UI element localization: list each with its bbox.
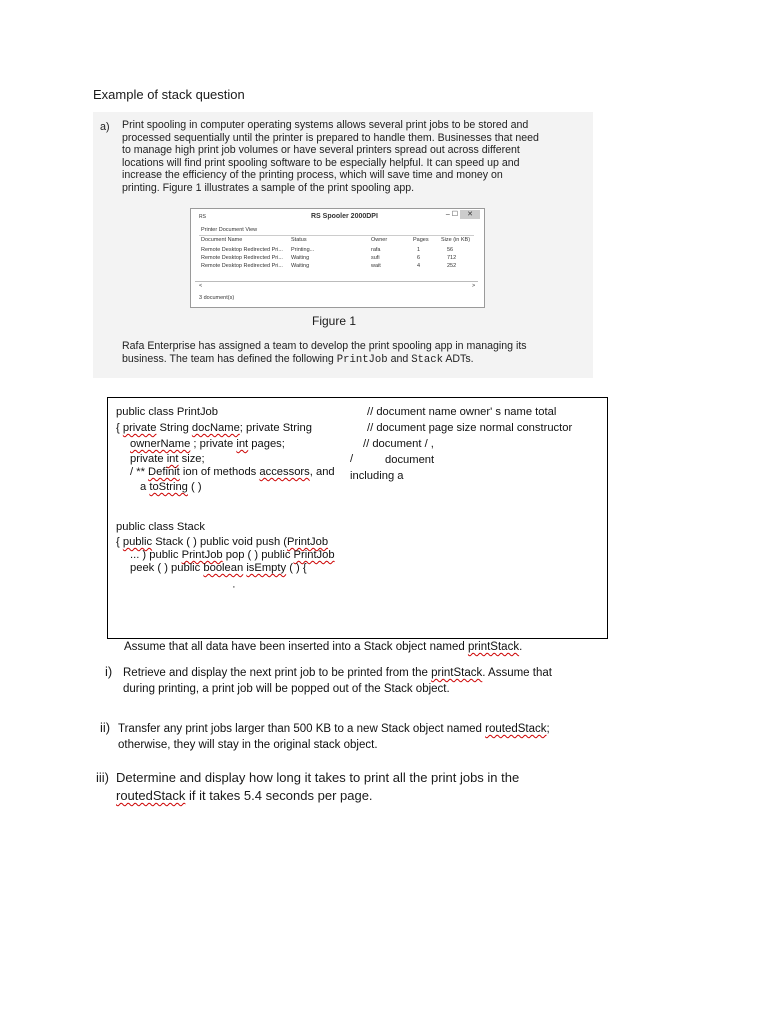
- doc-name-cell: Remote Desktop Redirected Pri...: [201, 263, 283, 269]
- text-run: ... ) public: [130, 549, 182, 561]
- pages-cell: 4: [417, 263, 421, 269]
- paragraph-line: increase the efficiency of the printing process, which will save time and money on: [122, 169, 503, 182]
- text-run: size;: [178, 453, 205, 465]
- document-heading: Example of stack question: [93, 87, 245, 102]
- text-run: String: [156, 422, 192, 434]
- paragraph-line: printing. Figure 1 illustrates a sample of the print spooling app.: [122, 181, 415, 194]
- paragraph-line: Print spooling in computer operating systems allows several print jobs to be stored and: [122, 119, 529, 131]
- column-header: Size (in KB): [441, 237, 471, 243]
- figure-caption: Figure 1: [312, 314, 357, 328]
- text-run: ; private String: [239, 422, 312, 434]
- question-a-paragraph: [122, 119, 572, 195]
- question-line: otherwise, they will stay in the original stack object.: [118, 738, 378, 751]
- spellcheck-word: routedStack: [485, 723, 547, 735]
- question-iii-text: [116, 769, 519, 805]
- status-cell: Waiting: [291, 263, 310, 269]
- text-run: .: [519, 641, 523, 653]
- print-spooler-window: [190, 208, 485, 308]
- code-comment-slash: /: [350, 453, 354, 465]
- text-run: Stack ( ) public void push (: [152, 536, 288, 548]
- question-line: [123, 666, 552, 682]
- spellcheck-word: isEmpty: [246, 562, 287, 574]
- column-header: Owner: [371, 237, 388, 243]
- status-bar-divider: [195, 281, 478, 282]
- question-line: Determine and display how long it takes to print all the print jobs in the: [116, 770, 520, 785]
- column-header: Pages: [413, 237, 429, 243]
- text-run: {: [116, 422, 123, 434]
- text-run: Transfer any print jobs larger than 500 KB to a new Stack object named: [118, 723, 486, 735]
- question-line: [116, 787, 519, 805]
- text-run: / **: [130, 466, 149, 478]
- code-term: PrintJob: [336, 353, 388, 366]
- owner-cell: sufi: [371, 255, 380, 261]
- window-controls: [446, 210, 480, 219]
- question-line: during printing, a print job will be popped out of the Stack object.: [123, 682, 450, 695]
- status-bar-text: 3 document(s): [199, 295, 235, 301]
- question-ii-text: [118, 722, 550, 753]
- spellcheck-word: Definit: [148, 466, 180, 478]
- question-iii-number: iii): [96, 770, 109, 785]
- spellcheck-word: routedStack: [116, 788, 186, 803]
- spellcheck-word: printStack: [431, 667, 483, 679]
- text-run: , and: [309, 466, 335, 478]
- size-cell: 56: [447, 247, 454, 253]
- spellcheck-word: private: [122, 422, 157, 434]
- text-run: ( ) {: [286, 562, 307, 574]
- scroll-right-icon: >: [472, 283, 476, 289]
- code-comment: // document name owner' s name total: [367, 406, 557, 418]
- text-run: private: [130, 453, 167, 465]
- spellcheck-word: PrintJob: [293, 549, 335, 561]
- paragraph-line: locations will find print spooling software to be especially helpful. It can speed up and: [122, 156, 520, 169]
- spellcheck-word: int: [236, 438, 249, 450]
- spellcheck-word: PrintJob: [181, 549, 223, 561]
- text-run: Retrieve and display the next print job to be printed from the: [123, 667, 432, 679]
- code-line: [130, 561, 307, 577]
- text-run: and: [387, 352, 412, 365]
- spellcheck-word: int: [166, 453, 179, 465]
- scroll-left-icon: <: [199, 283, 203, 289]
- paragraph-line: [122, 353, 572, 367]
- spellcheck-word: public: [122, 536, 153, 548]
- paragraph-line: Rafa Enterprise has assigned a team to develop the print spooling app in managing its: [122, 340, 527, 352]
- doc-name-cell: Remote Desktop Redirected Pri...: [201, 255, 283, 261]
- window-title: RS Spooler 2000DPI: [311, 213, 378, 220]
- text-run: pages;: [248, 438, 285, 450]
- minimize-maximize-icon: – ☐: [445, 211, 459, 218]
- question-line: [118, 722, 550, 738]
- assumption-text: [124, 640, 522, 656]
- spellcheck-word: printStack: [467, 641, 520, 653]
- code-line: [130, 465, 335, 481]
- text-run: {: [116, 536, 123, 548]
- text-run: ion of methods: [179, 466, 260, 478]
- code-line: public class PrintJob: [116, 406, 218, 418]
- question-ii-number: ii): [100, 720, 111, 735]
- spellcheck-word: boolean: [203, 562, 244, 574]
- text-run: pop ( ) public: [222, 549, 294, 561]
- code-line: [116, 421, 312, 437]
- text-run: ; private: [190, 438, 237, 450]
- code-line: [140, 480, 202, 496]
- text-run: ( ): [187, 481, 202, 493]
- owner-cell: rafa: [371, 247, 381, 253]
- text-run: if it takes 5.4 seconds per page.: [185, 788, 373, 803]
- paragraph-line: to manage high print job volumes or have several printers spread out across different: [122, 144, 520, 157]
- text-run: peek ( ) public: [130, 562, 204, 574]
- column-header: Document Name: [201, 237, 243, 243]
- rafa-paragraph: [122, 340, 572, 366]
- spellcheck-word: docName: [191, 422, 240, 434]
- text-run: business. The team has defined the following: [122, 352, 337, 365]
- column-header: Status: [291, 237, 307, 243]
- question-i-text: [123, 666, 552, 697]
- size-cell: 712: [447, 255, 457, 261]
- spellcheck-word: toString: [149, 481, 188, 493]
- stray-dot: ·: [232, 581, 236, 593]
- text-run: ;: [546, 723, 550, 735]
- status-cell: Waiting: [291, 255, 310, 261]
- close-icon: ✕: [460, 210, 480, 219]
- code-comment: // document page size normal constructor: [367, 422, 573, 434]
- code-line: public class Stack: [116, 521, 205, 533]
- question-a-label: a): [100, 121, 110, 133]
- text-run: . Assume that: [482, 667, 552, 679]
- code-term: Stack: [411, 353, 443, 366]
- code-comment: including a: [350, 470, 404, 482]
- size-cell: 252: [447, 263, 457, 269]
- owner-cell: wait: [371, 263, 381, 269]
- window-menu-bar: Printer Document View: [201, 227, 258, 233]
- text-run: ADTs.: [442, 352, 474, 365]
- spellcheck-word: PrintJob: [287, 536, 329, 548]
- question-i-number: i): [105, 664, 113, 679]
- code-line: [130, 437, 285, 453]
- status-cell: Printing...: [291, 247, 315, 253]
- spellcheck-word: ownerName: [130, 438, 191, 450]
- text-run: a: [140, 481, 150, 493]
- pages-cell: 6: [417, 255, 421, 261]
- doc-name-cell: Remote Desktop Redirected Pri...: [201, 247, 283, 253]
- paragraph-line: processed sequentially until the printer is prepared to handle them. Businesses that need: [122, 131, 539, 144]
- spellcheck-word: accessors: [259, 466, 310, 478]
- app-icon: RS: [199, 214, 206, 220]
- text-run: Assume that all data have been inserted into a Stack object named: [124, 641, 468, 653]
- code-comment: document: [385, 454, 435, 466]
- pages-cell: 1: [417, 247, 421, 253]
- menu-divider: [199, 235, 474, 236]
- code-comment: // document / ,: [363, 438, 434, 450]
